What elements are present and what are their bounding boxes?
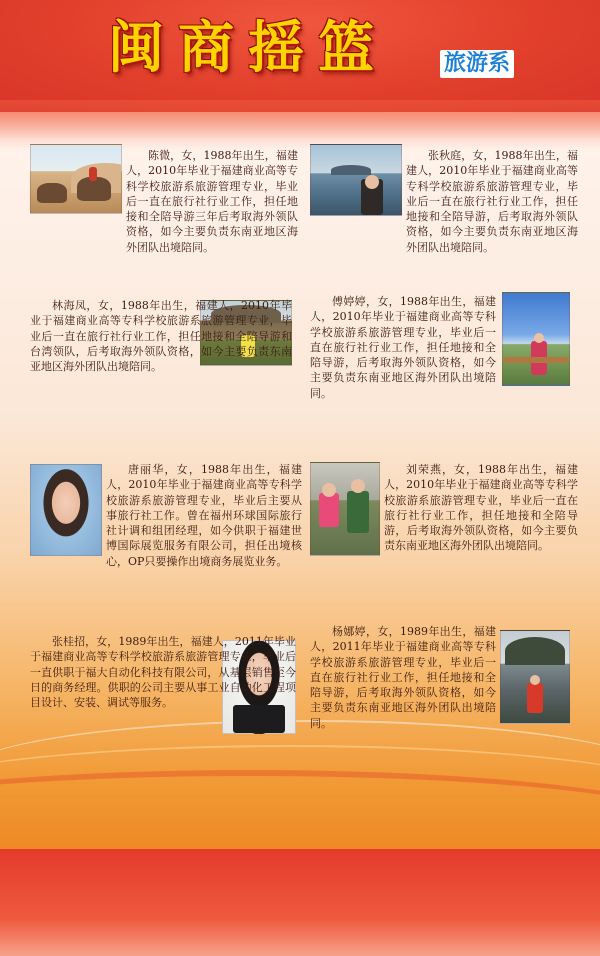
- profile-bio: 张桂招，女，1989年出生，福建人，2011年毕业于福建商业高等专科学校旅游系旅游管理专业，毕业后一直供职于福大自动化科技有限公司，从基层销售至今日的商务经理。供职的公司主要从事工业自动化工程项目设计、安装、调试等服务。: [30, 635, 296, 710]
- page-title: 闽商摇篮: [108, 16, 388, 81]
- profile-bio: 林海凤，女，1988年出生，福建人，2010年毕业于福建商业高等专科学校旅游系旅游管理专业，毕业后一直在旅行社行业工作，担任地接和全陪导游和台湾领队，后考取海外领队资格，如今主要负责东南亚地区海外团队出境陪同。: [30, 299, 292, 374]
- decorative-wave: [0, 770, 600, 956]
- department-subtitle: 旅游系: [440, 50, 514, 78]
- profile-bio: 刘荣燕，女，1988年出生，福建人，2010年毕业于福建商业高等专科学校旅游系旅游管理专业，毕业后一直在旅行社行业工作，担任地接和全陪导游，后考取海外领队资格，如今主要负责东南亚地区海外团队出境陪同。: [384, 463, 578, 553]
- profile-bio: 陈微，女，1988年出生，福建人，2010年毕业于福建商业高等专科学校旅游系旅游管理专业，毕业后一直在旅行社行业工作，担任地接和全陪导游三年后考取海外领队资格，如今主要负责东南亚地区海外团队出境陪同。: [126, 149, 298, 254]
- profile-bio: 杨娜婷，女，1989年出生，福建人，2011年毕业于福建商业高等专科学校旅游系旅游管理专业，毕业后一直在旅行社行业工作，担任地接和全陪导游，后考取海外领队资格，如今主要负责东南亚地区海外团队出境陪同。: [310, 625, 496, 730]
- profile-bio: 唐丽华，女，1988年出生，福建人，2010年毕业于福建商业高等专科学校旅游系旅游管理专业，毕业后主要从事旅行社工作。曾在福州环球国际旅行社计调和组团经理，如今供职于福建世博国际展览服务有限公司，担任出境核心，OP只要操作出境商务展览业务。: [106, 463, 302, 568]
- profile-bio: 傅婷婷，女，1988年出生，福建人，2010年毕业于福建商业高等专科学校旅游系旅游管理专业，毕业后一直在旅行社行业工作，担任地接和全陪导游，后考取海外领队资格，如今主要负责东南亚地区海外团队出境陪同。: [310, 295, 496, 400]
- profile-photo-mountain: [500, 630, 570, 724]
- profile-photo-field: [502, 292, 570, 386]
- profile-bio: 张秋庭，女，1988年出生，福建人，2010年毕业于福建商业高等专科学校旅游系旅游管理专业，毕业后一直在旅行社行业工作，担任地接和全陪导游，后考取海外领队资格，如今主要负责东南亚地区海外团队出境陪同。: [406, 149, 578, 254]
